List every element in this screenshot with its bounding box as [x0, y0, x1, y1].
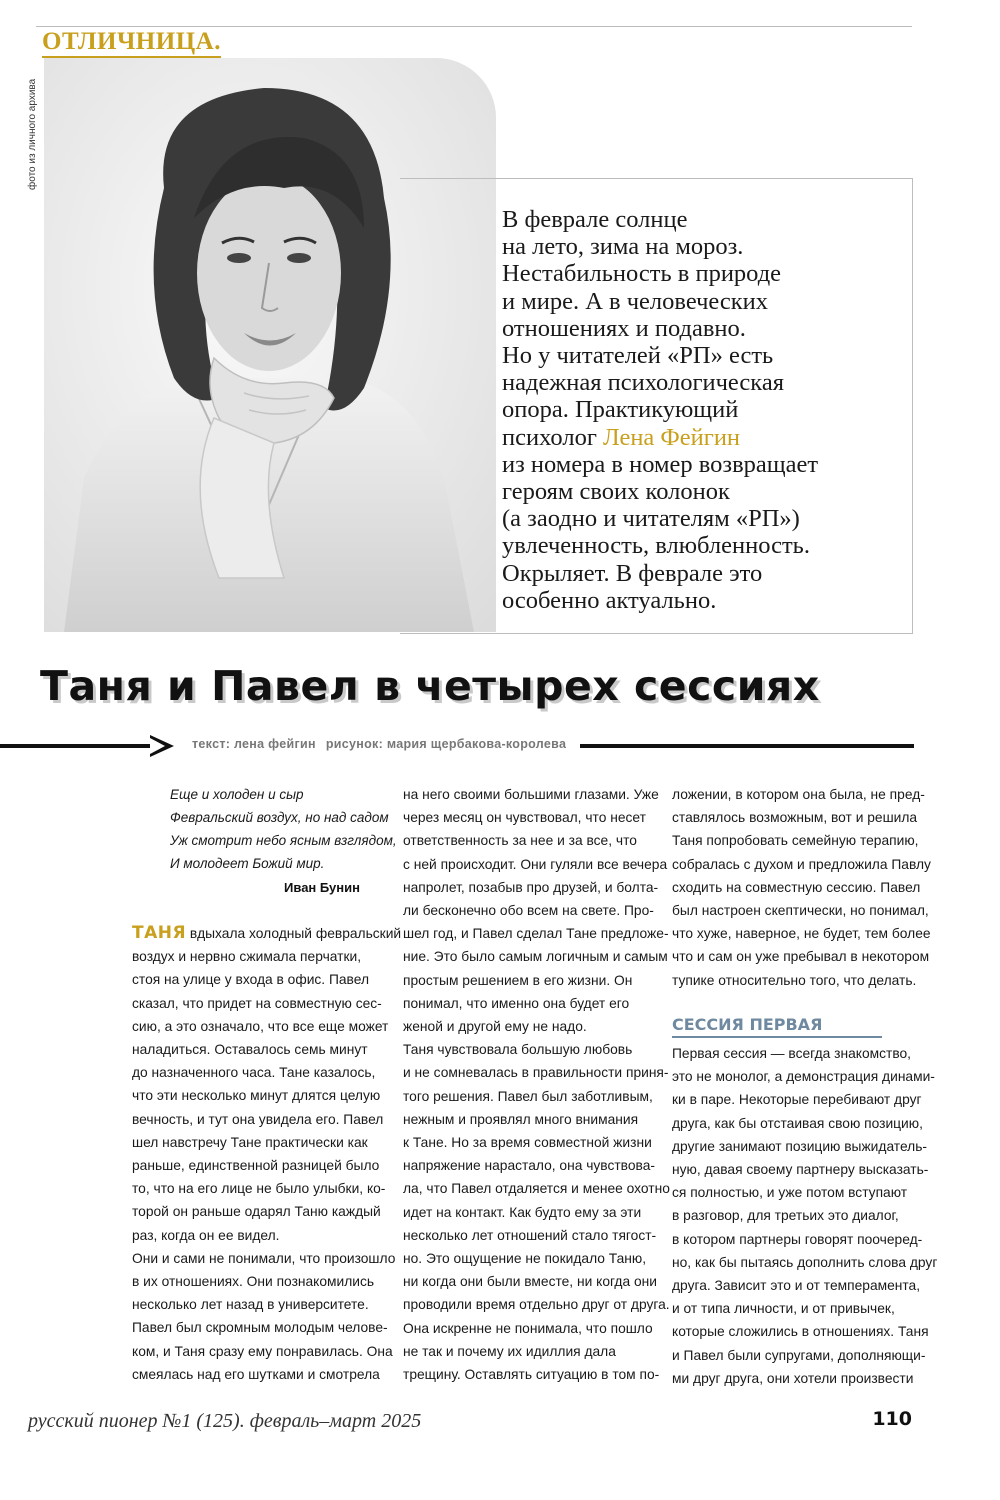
intro-line: В феврале солнце [502, 206, 688, 233]
byline-rule-right [580, 744, 914, 748]
column-line: и Павел были супругами, дополняющи- [672, 1347, 926, 1363]
column-line: ни когда они были вместе, ни когда они [403, 1274, 657, 1290]
section-label: ОТЛИЧНИЦА. [42, 28, 221, 58]
intro-line: Окрыляет. В феврале это [502, 559, 763, 587]
column-line: и не сомневалась в правильности приня- [403, 1065, 669, 1081]
lead-word: ТАНЯ [132, 923, 187, 943]
column-line: сходить на совместную сессию. Павел [672, 879, 921, 895]
column-line: напролет, позабыв про друзей, и болта- [403, 879, 659, 895]
column-line: Она искренне не понимала, что пошло [403, 1320, 653, 1336]
column-line: раз, когда он ее видел. [132, 1227, 280, 1243]
intro-line: отношениях и подавно. [502, 314, 746, 342]
photo-credit: фото из личного архива [27, 78, 38, 190]
column-line: был настроен скептически, но понимал, [672, 903, 929, 919]
column-line: ли бесконечно обо всем на свете. Про- [403, 903, 654, 919]
column-line: ки в паре. Некоторые перебивают друг [672, 1092, 922, 1108]
column-line: сию, а это означало, что все еще может [132, 1018, 389, 1034]
column-line: вечность, и тут она увидела его. Павел [132, 1111, 384, 1127]
column-line: Первая сессия — всегда знакомство, [672, 1046, 912, 1061]
intro-line: из номера в номер возвращает [502, 450, 819, 478]
column-line: женой и другой ему не надо. [403, 1019, 587, 1035]
epigraph-author: Иван Бунин [284, 880, 360, 895]
epigraph-line: Февральский воздух, но над садом [170, 810, 389, 825]
column-line: несколько лет отношений стало тягост- [403, 1227, 657, 1243]
column-line: трещину. Оставлять ситуацию в том по- [403, 1367, 660, 1383]
intro-line: опора. Практикующий [502, 396, 739, 424]
column-line: тупике относительно того, что делать. [672, 972, 917, 988]
intro-lead [502, 206, 902, 614]
column-line: напряжение нарастало, она чувствова- [403, 1158, 655, 1174]
column-line: раньше, единственной разницей было [132, 1158, 380, 1174]
column-3 [672, 783, 931, 992]
intro-line: Но у читателей «РП» есть [502, 342, 774, 370]
epigraph [170, 783, 397, 875]
column-line: другие занимают позицию выжидатель- [672, 1138, 928, 1154]
page-number: 110 [872, 1408, 912, 1430]
column-line: собралась с духом и предложила Павлу [672, 856, 931, 872]
column-line: ми друг друга, они хотели произвести [672, 1370, 914, 1386]
column-line: понимал, что именно она будет его [403, 995, 630, 1011]
column-line: друга. Зависит это и от темперамента, [672, 1278, 921, 1294]
column-line: несколько лет назад в университете. [132, 1297, 369, 1313]
column-line: друга, как бы отстаивая свою позицию, [672, 1115, 923, 1131]
intro-line: на лето, зима на мороз. [502, 233, 744, 261]
column-line: ответственность за нее и за все, что [403, 833, 637, 849]
column-line: торой он раньше одарял Таню каждый [132, 1204, 381, 1220]
column-line: воздух и нервно сжимала перчатки, [132, 949, 362, 965]
intro-line-author [502, 424, 902, 451]
intro-line: героям своих колонок [502, 478, 730, 506]
epigraph-line: И молодеет Божий мир. [170, 856, 325, 871]
intro-line: надежная психологическая [502, 369, 784, 397]
author-name-highlight: Лена Фейгин [603, 423, 741, 451]
column-line: ложении, в котором она была, не пред- [672, 787, 925, 802]
footer-issue: русский пионер №1 (125). февраль–март 2025 [28, 1410, 422, 1432]
column-line: проводили время отдельно друг от друга. [403, 1297, 670, 1313]
column-line: не так и почему их идиллия дала [403, 1343, 616, 1359]
column-line: с ней происходит. Они гуляли все вечера [403, 856, 668, 872]
column-line: Таня чувствовала большую любовь [403, 1042, 633, 1058]
column-2 [403, 783, 670, 1386]
column-line: что хуже, наверное, не будет, тем более [672, 926, 931, 942]
column-line: что и сам он уже пребывал в некотором [672, 949, 930, 965]
column-line: это не монолог, а демонстрация динами- [672, 1069, 935, 1085]
top-rule [36, 26, 912, 27]
arrow-icon-notch [150, 738, 165, 754]
column-line: в котором партнеры говорят поочеред- [672, 1231, 923, 1247]
column-line: того решения. Павел был заботливым, [403, 1088, 653, 1104]
intro-line: и мире. А в человеческих [502, 287, 769, 315]
column-line: наладиться. Оставалось семь минут [132, 1042, 368, 1058]
column-line: Павел был скромным молодым челове- [132, 1320, 388, 1336]
column-line: ся полностью, и уже потом вступают [672, 1185, 908, 1201]
column-line: шел год, и Павел сделал Тане предложе- [403, 926, 669, 942]
column-line: к Тане. Но за время совместной жизни [403, 1135, 652, 1151]
column-line: нежным и проявлял много внимания [403, 1111, 639, 1127]
column-line: до назначенного часа. Тане казалось, [132, 1065, 376, 1081]
column-line: идет на контакт. Как будто ему за эти [403, 1204, 642, 1220]
column-line: что эти несколько минут длятся целую [132, 1088, 381, 1104]
column-line: ную, давая своему партнеру высказать- [672, 1162, 929, 1178]
byline [192, 737, 566, 751]
column-line: на него своими большими глазами. Уже [403, 787, 659, 802]
intro-line: увлеченность, влюбленность. [502, 532, 810, 560]
epigraph-line: Еще и холоден и сыр [170, 787, 304, 802]
column-line: и от типа личности, и от привычек, [672, 1301, 895, 1317]
column-line: в их отношениях. Они познакомились [132, 1274, 375, 1290]
column-line: ком, и Таня сразу ему понравилась. Она [132, 1343, 393, 1359]
column-line: шел навстречу Тане практически как [132, 1134, 368, 1150]
lead-line-rest: вдыхала холодный февральский [186, 926, 402, 941]
column-line: ние. Это было самым логичным и самым [403, 949, 668, 965]
section-subhead: СЕССИЯ ПЕРВАЯ [672, 1014, 882, 1038]
column-line [132, 922, 401, 945]
byline-text-credit: текст: лена фейгин [192, 737, 316, 751]
column-line: но. Это ощущение не покидало Таню, [403, 1251, 647, 1267]
column-line: через месяц он чувствовал, что несет [403, 810, 646, 826]
intro-line-prefix: психолог [502, 423, 603, 451]
intro-line: (а заодно и читателям «РП») [502, 505, 800, 533]
column-3-continued [672, 1042, 937, 1390]
article-headline: Таня и Павел в четырех сессиях [40, 662, 820, 710]
column-line: ла, что Павел отдаляется и менее охотно [403, 1181, 670, 1197]
column-line: ставлялось возможным, вот и решила [672, 810, 918, 826]
column-line: простым решением в его жизни. Он [403, 972, 633, 988]
intro-line: особенно актуально. [502, 586, 717, 614]
column-line: Они и сами не понимали, что произошло [132, 1250, 396, 1266]
column-line: то, что на его лице не было улыбки, ко- [132, 1181, 386, 1197]
column-line: которые сложились в отношениях. Таня [672, 1324, 929, 1340]
column-line: но, как бы пытаясь дополнить слова друг [672, 1254, 938, 1270]
byline-rule-left [0, 744, 158, 748]
intro-line: Нестабильность в природе [502, 260, 782, 288]
column-line: смеялась над его шутками и смотрела [132, 1366, 380, 1382]
column-line: стоя на улице у входа в офис. Павел [132, 972, 369, 988]
byline-art-credit: рисунок: мария щербакова-королева [325, 737, 567, 751]
column-line: сказал, что придет на совместную сес- [132, 995, 382, 1011]
column-line: Таня попробовать семейную терапию, [672, 833, 919, 849]
epigraph-line: Уж смотрит небо ясным взглядом, [170, 833, 397, 848]
column-line: в разговор, для третьих это диалог, [672, 1208, 899, 1224]
column-1 [132, 922, 401, 1386]
